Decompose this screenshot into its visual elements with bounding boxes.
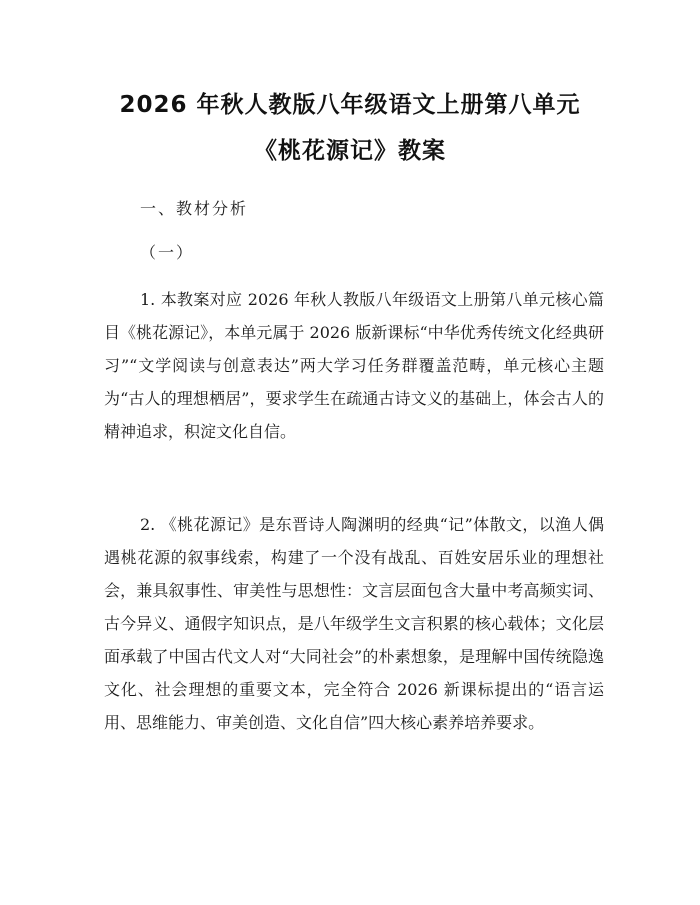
- paragraph-2: 2. 《桃花源记》是东晋诗人陶渊明的经典“记”体散文，以渔人偶遇桃花源的叙事线索，构建了一个没有战乱、百姓安居乐业的理想社会，兼具叙事性、审美性与思想性：文言层面包含大量中考高频实词、古今异义、通假字知识点，是八年级学生文言积累的核心载体；文化层面承载了中国古代文人对“大同社会”的朴素想象，是理解中国传统隐逸文化、社会理想的重要文本，完全符合 2026 新课标提出的“语言运用、思维能力、审美创造、文化自信”四大核心素养培养要求。: [104, 515, 604, 732]
- section-heading: 一、教材分析: [140, 199, 249, 218]
- subsection-heading: （一）: [140, 243, 195, 262]
- paragraph-1: 1. 本教案对应 2026 年秋人教版八年级语文上册第八单元核心篇目《桃花源记》，本单元属于 2026 版新课标“中华优秀传统文化经典研习”“文学阅读与创意表达”两大学习任务群覆盖范畴，单元核心主题为“古人的理想栖居”，要求学生在疏通古诗文义的基础上，体会古人的精神追求，积淀文化自信。: [104, 290, 604, 441]
- document-title-line1: 2026 年秋人教版八年级语文上册第八单元: [119, 92, 581, 118]
- document-title-line2: 《桃花源记》教案: [254, 138, 446, 164]
